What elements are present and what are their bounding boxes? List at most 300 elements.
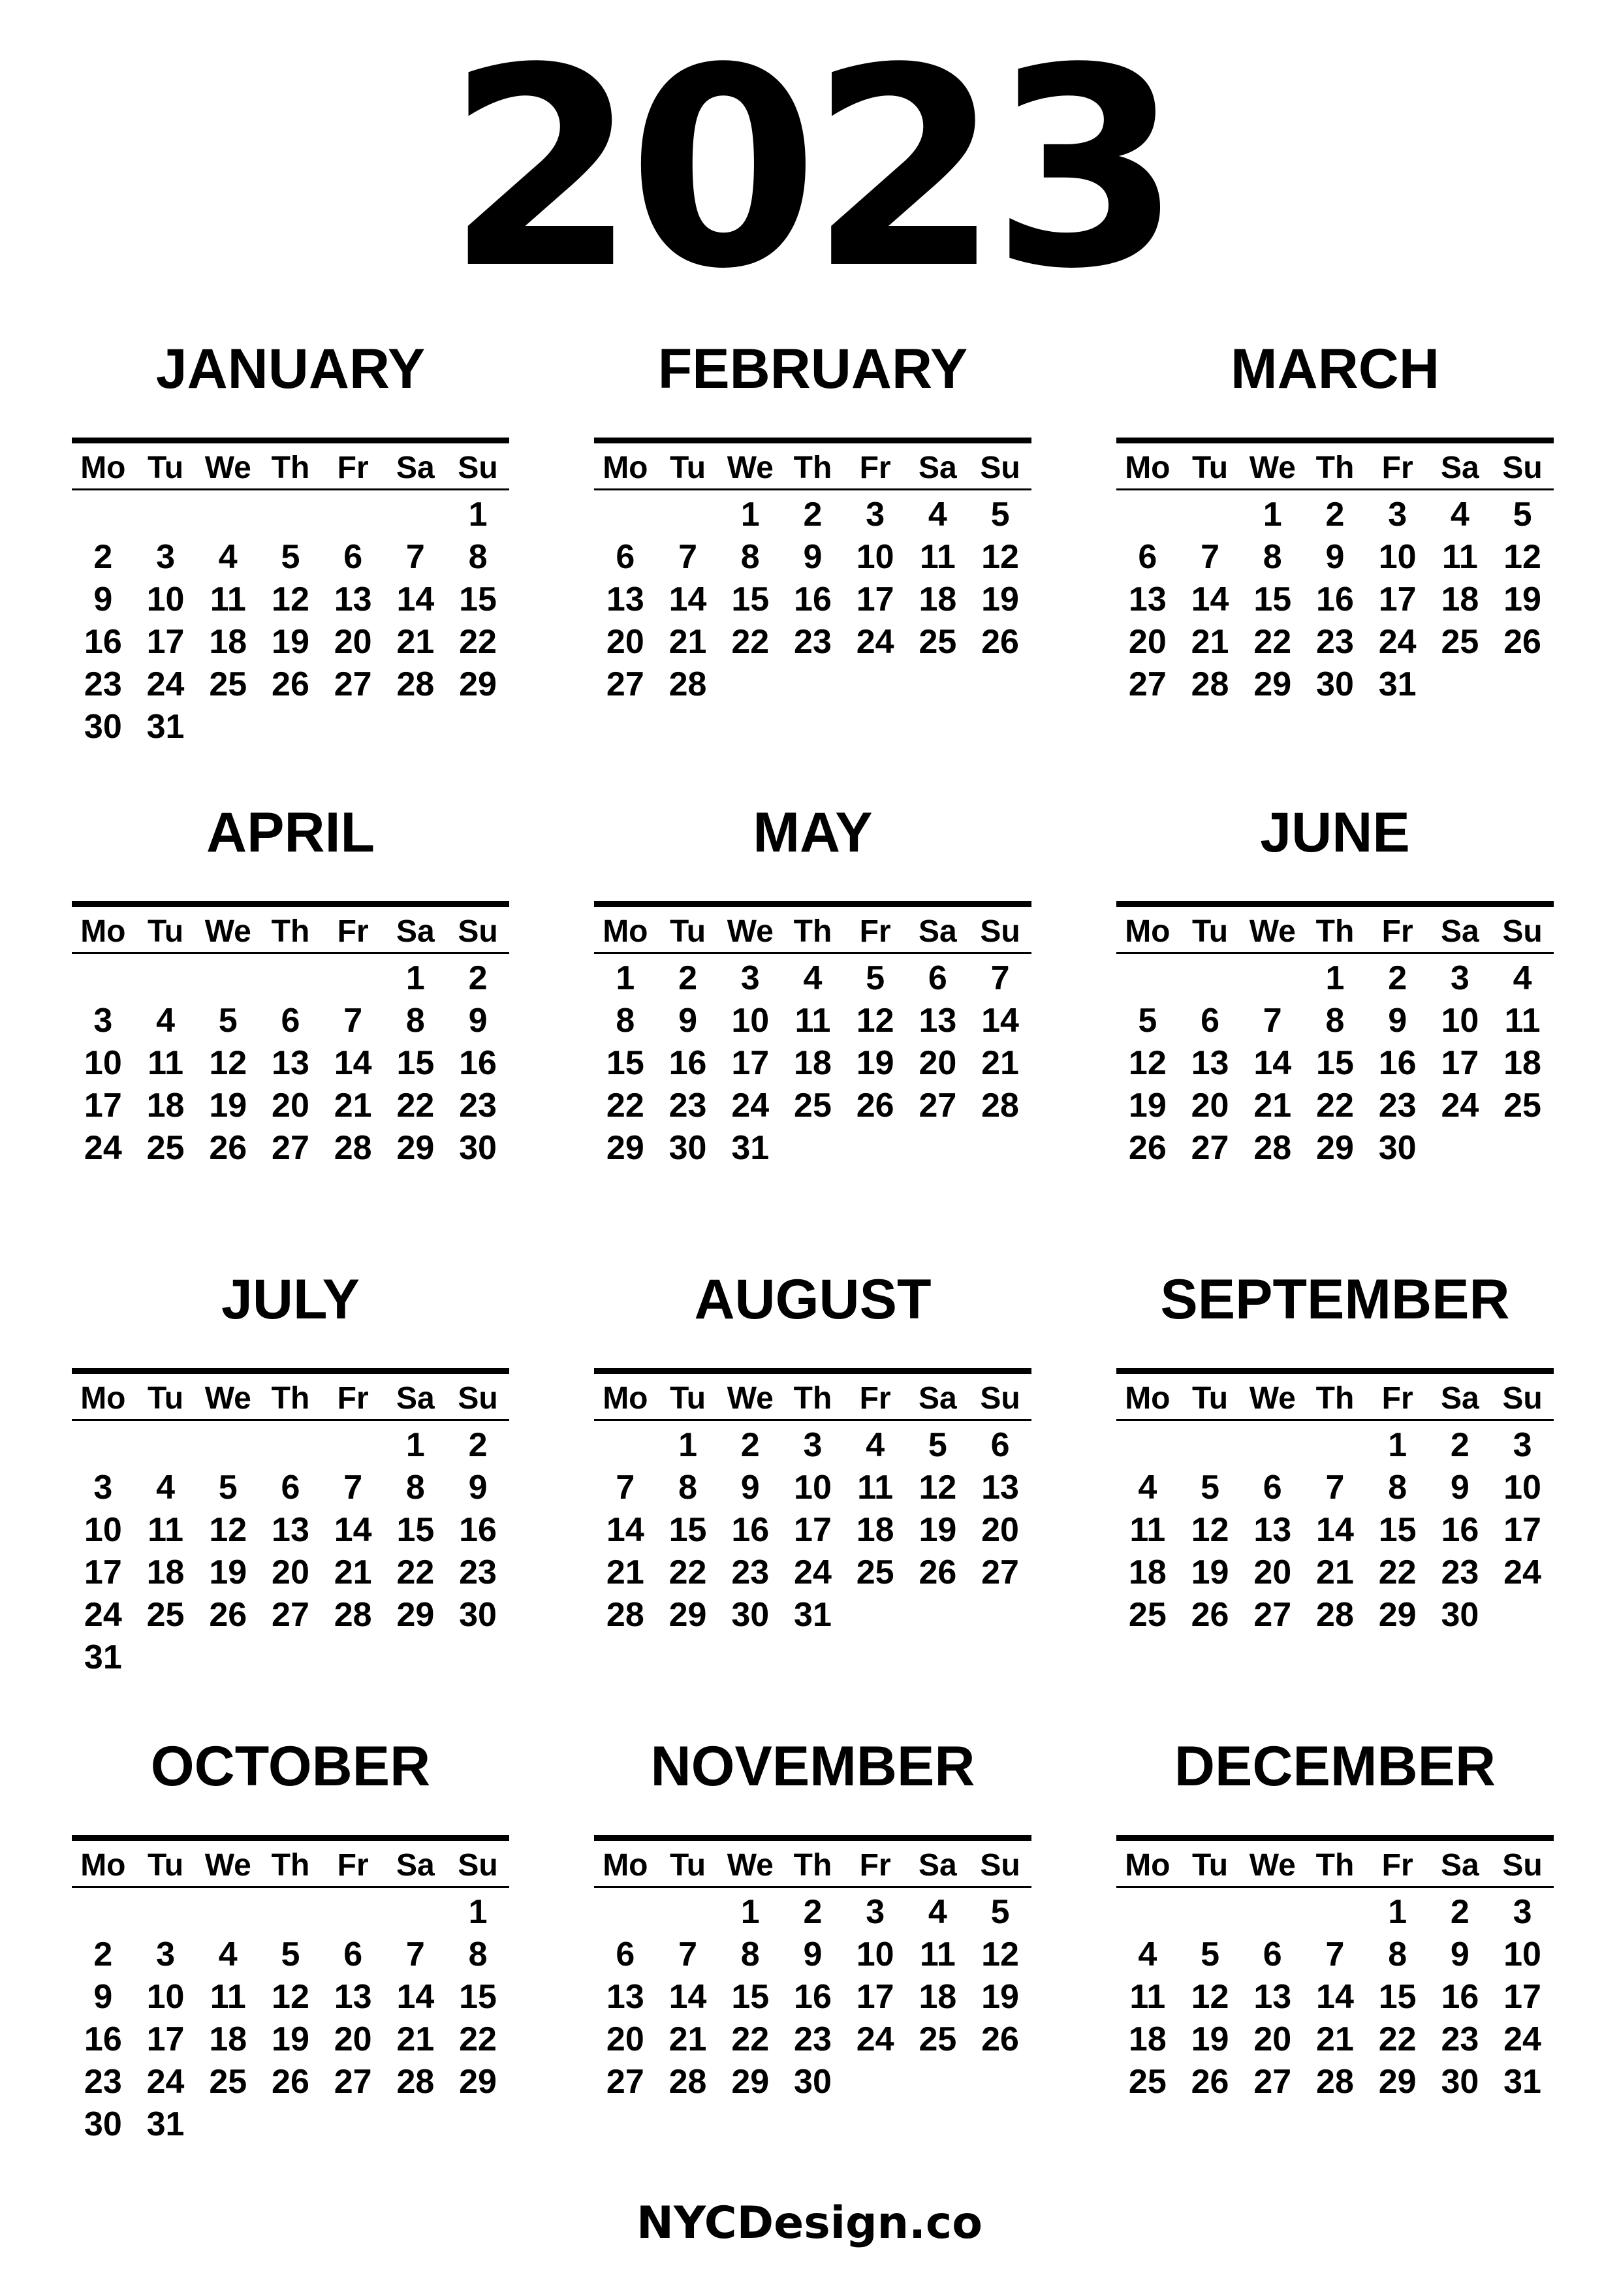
empty-day-cell bbox=[196, 1636, 259, 1679]
week-row bbox=[72, 957, 509, 1000]
day-cell: 3 bbox=[93, 1002, 113, 1040]
day-cell: 2 bbox=[1325, 496, 1345, 534]
day-cell: 23 bbox=[1441, 2020, 1479, 2058]
day-cell: 8 bbox=[678, 1469, 698, 1507]
day-cell: 26 bbox=[981, 623, 1019, 661]
day-cell: 4 bbox=[156, 1002, 176, 1040]
day-cell: 19 bbox=[209, 1087, 247, 1124]
day-cell: 8 bbox=[1325, 1002, 1345, 1040]
day-cell: 11 bbox=[148, 1044, 184, 1082]
day-cell: 20 bbox=[272, 1087, 309, 1124]
empty-day-cell bbox=[259, 1424, 322, 1467]
weekday-header bbox=[72, 912, 509, 954]
empty-day-cell bbox=[844, 1594, 907, 1636]
empty-day-cell bbox=[1491, 1594, 1554, 1636]
month-days bbox=[1116, 1891, 1554, 2103]
day-cell: 18 bbox=[209, 623, 247, 661]
week-row bbox=[72, 494, 509, 536]
day-cell: 22 bbox=[606, 1087, 644, 1124]
day-cell: 23 bbox=[1441, 1554, 1479, 1591]
day-cell: 16 bbox=[1441, 1978, 1479, 2016]
week-row bbox=[72, 663, 509, 706]
day-cell: 9 bbox=[803, 1936, 823, 1973]
months-grid bbox=[72, 0, 1554, 2296]
day-cell: 10 bbox=[1503, 1936, 1541, 1973]
day-cell: 9 bbox=[740, 1469, 760, 1507]
day-cell: 17 bbox=[1503, 1511, 1541, 1549]
day-cell: 9 bbox=[803, 538, 823, 576]
day-cell: 24 bbox=[1503, 1554, 1541, 1591]
empty-day-cell bbox=[322, 2103, 385, 2146]
day-cell: 15 bbox=[1316, 1044, 1354, 1082]
day-cell: 8 bbox=[740, 1936, 760, 1973]
month-name: FEBRUARY bbox=[657, 338, 968, 400]
month-name: MARCH bbox=[1230, 338, 1440, 400]
weekday-label: Su bbox=[458, 1381, 498, 1416]
month-days bbox=[1116, 494, 1554, 706]
day-cell: 20 bbox=[1191, 1087, 1229, 1124]
empty-day-cell bbox=[844, 2061, 907, 2103]
day-cell: 6 bbox=[343, 1936, 363, 1973]
weekday-header bbox=[1116, 448, 1554, 490]
month-divider bbox=[72, 438, 509, 443]
day-cell: 24 bbox=[1378, 623, 1417, 661]
day-cell: 7 bbox=[343, 1002, 363, 1040]
day-cell: 29 bbox=[1378, 2063, 1417, 2101]
week-row bbox=[72, 1934, 509, 1976]
day-cell: 31 bbox=[1378, 665, 1417, 703]
empty-day-cell bbox=[322, 706, 385, 748]
day-cell: 3 bbox=[866, 1893, 885, 1931]
weekday-label: Mo bbox=[80, 914, 126, 949]
empty-day-cell bbox=[259, 1891, 322, 1934]
empty-day-cell bbox=[259, 957, 322, 1000]
day-cell: 16 bbox=[1316, 581, 1354, 618]
day-cell: 20 bbox=[334, 2020, 372, 2058]
day-cell: 16 bbox=[459, 1044, 497, 1082]
week-row bbox=[72, 2018, 509, 2061]
day-cell: 28 bbox=[1253, 1129, 1292, 1167]
day-cell: 1 bbox=[405, 1426, 425, 1464]
week-row bbox=[594, 2061, 1031, 2103]
month-divider bbox=[1116, 901, 1554, 907]
day-cell: 1 bbox=[468, 496, 488, 534]
empty-day-cell bbox=[72, 957, 134, 1000]
day-cell: 28 bbox=[1316, 1596, 1354, 1634]
day-cell: 14 bbox=[981, 1002, 1019, 1040]
empty-day-cell bbox=[719, 663, 781, 706]
weekday-label: Tu bbox=[670, 451, 706, 485]
weekday-label: Mo bbox=[1125, 451, 1171, 485]
day-cell: 29 bbox=[396, 1129, 435, 1167]
day-cell: 17 bbox=[1441, 1044, 1479, 1082]
week-row bbox=[594, 1085, 1031, 1127]
weekday-label: Mo bbox=[603, 914, 648, 949]
day-cell: 2 bbox=[803, 496, 823, 534]
day-cell: 9 bbox=[93, 1978, 113, 2016]
day-cell: 15 bbox=[1378, 1511, 1417, 1549]
day-cell: 19 bbox=[1503, 581, 1541, 618]
week-row bbox=[1116, 1424, 1554, 1467]
day-cell: 8 bbox=[1263, 538, 1282, 576]
weekday-label: Su bbox=[980, 1381, 1020, 1416]
day-cell: 17 bbox=[856, 581, 894, 618]
weekday-label: Sa bbox=[1441, 1848, 1479, 1883]
weekday-label: Sa bbox=[919, 1848, 957, 1883]
day-cell: 8 bbox=[1388, 1469, 1407, 1507]
empty-day-cell bbox=[72, 1891, 134, 1934]
day-cell: 20 bbox=[1253, 1554, 1292, 1591]
week-row bbox=[72, 1636, 509, 1679]
day-cell: 9 bbox=[1325, 538, 1345, 576]
weekday-label: Tu bbox=[1192, 451, 1229, 485]
week-row bbox=[594, 536, 1031, 579]
day-cell: 21 bbox=[668, 2020, 707, 2058]
day-cell: 22 bbox=[1316, 1087, 1354, 1124]
weekday-label: Fr bbox=[337, 451, 369, 485]
day-cell: 24 bbox=[146, 665, 185, 703]
day-cell: 15 bbox=[668, 1511, 707, 1549]
week-row bbox=[72, 1127, 509, 1170]
day-cell: 27 bbox=[1253, 1596, 1292, 1634]
week-row bbox=[1116, 1085, 1554, 1127]
empty-day-cell bbox=[322, 957, 385, 1000]
day-cell: 26 bbox=[1191, 1596, 1229, 1634]
week-row bbox=[594, 579, 1031, 621]
weekday-label: Tu bbox=[148, 451, 184, 485]
empty-day-cell bbox=[1241, 1891, 1304, 1934]
day-cell: 21 bbox=[981, 1044, 1019, 1082]
empty-day-cell bbox=[1116, 1891, 1179, 1934]
day-cell: 23 bbox=[1378, 1087, 1417, 1124]
day-cell: 27 bbox=[334, 665, 372, 703]
weekday-label: Su bbox=[980, 914, 1020, 949]
day-cell: 18 bbox=[146, 1554, 185, 1591]
day-cell: 16 bbox=[1378, 1044, 1417, 1082]
week-row bbox=[72, 1000, 509, 1042]
day-cell: 18 bbox=[1128, 2020, 1167, 2058]
empty-day-cell bbox=[259, 2103, 322, 2146]
day-cell: 11 bbox=[1129, 1511, 1166, 1549]
weekday-label: We bbox=[204, 1848, 251, 1883]
day-cell: 1 bbox=[678, 1426, 698, 1464]
weekday-label: Mo bbox=[1125, 1381, 1171, 1416]
day-cell: 14 bbox=[668, 581, 707, 618]
week-row bbox=[1116, 1467, 1554, 1509]
day-cell: 31 bbox=[146, 2105, 185, 2143]
day-cell: 30 bbox=[459, 1129, 497, 1167]
day-cell: 26 bbox=[209, 1129, 247, 1167]
day-cell: 23 bbox=[794, 2020, 832, 2058]
weekday-label: We bbox=[204, 451, 251, 485]
day-cell: 2 bbox=[678, 959, 698, 997]
month-name: JANUARY bbox=[155, 338, 426, 400]
day-cell: 9 bbox=[1388, 1002, 1407, 1040]
day-cell: 10 bbox=[84, 1511, 122, 1549]
week-row bbox=[72, 536, 509, 579]
weekday-label: Sa bbox=[1441, 451, 1479, 485]
day-cell: 26 bbox=[272, 2063, 309, 2101]
day-cell: 11 bbox=[1504, 1002, 1541, 1040]
month-name: AUGUST bbox=[694, 1268, 932, 1331]
month-days bbox=[72, 957, 509, 1170]
day-cell: 15 bbox=[1253, 581, 1292, 618]
weekday-label: We bbox=[1249, 914, 1296, 949]
day-cell: 14 bbox=[334, 1511, 372, 1549]
day-cell: 15 bbox=[731, 1978, 770, 2016]
week-row bbox=[1116, 1000, 1554, 1042]
day-cell: 12 bbox=[981, 1936, 1019, 1973]
month-name: DECEMBER bbox=[1174, 1735, 1496, 1798]
day-cell: 23 bbox=[1316, 623, 1354, 661]
day-cell: 30 bbox=[731, 1596, 770, 1634]
empty-day-cell bbox=[1116, 494, 1179, 536]
day-cell: 29 bbox=[1253, 665, 1292, 703]
day-cell: 13 bbox=[334, 1978, 372, 2016]
weekday-header bbox=[594, 448, 1031, 490]
day-cell: 27 bbox=[606, 665, 644, 703]
day-cell: 6 bbox=[1263, 1936, 1282, 1973]
day-cell: 29 bbox=[459, 2063, 497, 2101]
week-row bbox=[594, 1127, 1031, 1170]
day-cell: 6 bbox=[990, 1426, 1010, 1464]
day-cell: 7 bbox=[616, 1469, 635, 1507]
day-cell: 17 bbox=[84, 1087, 122, 1124]
day-cell: 20 bbox=[919, 1044, 957, 1082]
day-cell: 14 bbox=[1191, 581, 1229, 618]
day-cell: 2 bbox=[1388, 959, 1407, 997]
day-cell: 18 bbox=[919, 581, 957, 618]
weekday-label: We bbox=[1249, 451, 1296, 485]
month-divider bbox=[1116, 438, 1554, 443]
day-cell: 15 bbox=[396, 1044, 435, 1082]
day-cell: 21 bbox=[396, 623, 435, 661]
day-cell: 7 bbox=[343, 1469, 363, 1507]
footer-brand: NYCDesign.co bbox=[637, 2197, 982, 2249]
day-cell: 20 bbox=[272, 1554, 309, 1591]
day-cell: 2 bbox=[1450, 1426, 1470, 1464]
day-cell: 19 bbox=[981, 581, 1019, 618]
weekday-label: We bbox=[727, 914, 774, 949]
day-cell: 6 bbox=[1263, 1469, 1282, 1507]
day-cell: 16 bbox=[794, 581, 832, 618]
day-cell: 28 bbox=[396, 665, 435, 703]
week-row bbox=[594, 1594, 1031, 1636]
week-row bbox=[594, 1976, 1031, 2018]
day-cell: 5 bbox=[218, 1469, 238, 1507]
day-cell: 13 bbox=[981, 1469, 1019, 1507]
weekday-label: Fr bbox=[1381, 1848, 1413, 1883]
empty-day-cell bbox=[447, 706, 509, 748]
day-cell: 21 bbox=[334, 1087, 372, 1124]
day-cell: 24 bbox=[856, 623, 894, 661]
week-row bbox=[72, 1976, 509, 2018]
weekday-label: Th bbox=[1315, 1848, 1355, 1883]
day-cell: 20 bbox=[606, 2020, 644, 2058]
month-divider bbox=[72, 901, 509, 907]
weekday-label: Tu bbox=[670, 914, 706, 949]
day-cell: 19 bbox=[919, 1511, 957, 1549]
weekday-label: Sa bbox=[1441, 914, 1479, 949]
empty-day-cell bbox=[969, 663, 1031, 706]
day-cell: 1 bbox=[616, 959, 635, 997]
day-cell: 25 bbox=[919, 623, 957, 661]
empty-day-cell bbox=[1304, 1424, 1366, 1467]
empty-day-cell bbox=[259, 1636, 322, 1679]
day-cell: 16 bbox=[668, 1044, 707, 1082]
week-row bbox=[1116, 1509, 1554, 1552]
day-cell: 28 bbox=[668, 665, 707, 703]
day-cell: 24 bbox=[84, 1129, 122, 1167]
day-cell: 29 bbox=[1316, 1129, 1354, 1167]
day-cell: 23 bbox=[84, 2063, 122, 2101]
weekday-label: Th bbox=[1315, 914, 1355, 949]
empty-day-cell bbox=[969, 1127, 1031, 1170]
day-cell: 11 bbox=[919, 538, 956, 576]
empty-day-cell bbox=[969, 1594, 1031, 1636]
weekday-label: We bbox=[727, 1381, 774, 1416]
day-cell: 18 bbox=[794, 1044, 832, 1082]
day-cell: 24 bbox=[731, 1087, 770, 1124]
week-row bbox=[594, 1934, 1031, 1976]
day-cell: 25 bbox=[1128, 2063, 1167, 2101]
empty-day-cell bbox=[385, 706, 447, 748]
day-cell: 22 bbox=[396, 1087, 435, 1124]
day-cell: 13 bbox=[1128, 581, 1167, 618]
empty-day-cell bbox=[1179, 494, 1242, 536]
empty-day-cell bbox=[322, 1891, 385, 1934]
day-cell: 18 bbox=[146, 1087, 185, 1124]
empty-day-cell bbox=[844, 1127, 907, 1170]
day-cell: 3 bbox=[93, 1469, 113, 1507]
day-cell: 12 bbox=[272, 1978, 309, 2016]
day-cell: 28 bbox=[1191, 665, 1229, 703]
day-cell: 26 bbox=[1128, 1129, 1167, 1167]
day-cell: 11 bbox=[210, 1978, 246, 2016]
month-divider bbox=[594, 438, 1031, 443]
day-cell: 23 bbox=[731, 1554, 770, 1591]
day-cell: 6 bbox=[1138, 538, 1157, 576]
week-row bbox=[1116, 536, 1554, 579]
weekday-label: Su bbox=[980, 451, 1020, 485]
weekday-label: Sa bbox=[919, 1381, 957, 1416]
weekday-label: Tu bbox=[670, 1848, 706, 1883]
empty-day-cell bbox=[969, 2061, 1031, 2103]
day-cell: 30 bbox=[84, 2105, 122, 2143]
day-cell: 29 bbox=[731, 2063, 770, 2101]
day-cell: 23 bbox=[668, 1087, 707, 1124]
month-days bbox=[594, 494, 1031, 706]
day-cell: 7 bbox=[1325, 1936, 1345, 1973]
day-cell: 6 bbox=[616, 1936, 635, 1973]
day-cell: 30 bbox=[459, 1596, 497, 1634]
week-row bbox=[1116, 1891, 1554, 1934]
day-cell: 7 bbox=[1263, 1002, 1282, 1040]
week-row bbox=[72, 706, 509, 748]
empty-day-cell bbox=[322, 494, 385, 536]
day-cell: 18 bbox=[1128, 1554, 1167, 1591]
day-cell: 22 bbox=[459, 623, 497, 661]
empty-day-cell bbox=[322, 1424, 385, 1467]
day-cell: 25 bbox=[856, 1554, 894, 1591]
day-cell: 21 bbox=[606, 1554, 644, 1591]
month-name: SEPTEMBER bbox=[1160, 1268, 1510, 1331]
week-row bbox=[1116, 1594, 1554, 1636]
day-cell: 31 bbox=[794, 1596, 832, 1634]
day-cell: 14 bbox=[1316, 1511, 1354, 1549]
week-row bbox=[1116, 1976, 1554, 2018]
week-row bbox=[72, 1594, 509, 1636]
weekday-label: Su bbox=[1502, 1381, 1543, 1416]
month-days bbox=[72, 1891, 509, 2146]
empty-day-cell bbox=[907, 663, 969, 706]
week-row bbox=[1116, 2061, 1554, 2103]
week-row bbox=[594, 1000, 1031, 1042]
day-cell: 8 bbox=[468, 1936, 488, 1973]
day-cell: 25 bbox=[919, 2020, 957, 2058]
week-row bbox=[1116, 1552, 1554, 1594]
empty-day-cell bbox=[196, 706, 259, 748]
day-cell: 9 bbox=[1450, 1469, 1470, 1507]
day-cell: 25 bbox=[209, 665, 247, 703]
day-cell: 9 bbox=[468, 1002, 488, 1040]
weekday-label: We bbox=[727, 1848, 774, 1883]
day-cell: 24 bbox=[146, 2063, 185, 2101]
day-cell: 4 bbox=[1450, 496, 1470, 534]
weekday-label: Tu bbox=[1192, 1381, 1229, 1416]
day-cell: 29 bbox=[396, 1596, 435, 1634]
weekday-label: We bbox=[1249, 1848, 1296, 1883]
month-divider bbox=[72, 1368, 509, 1374]
day-cell: 5 bbox=[928, 1426, 947, 1464]
day-cell: 19 bbox=[1128, 1087, 1167, 1124]
day-cell: 6 bbox=[343, 538, 363, 576]
day-cell: 5 bbox=[866, 959, 885, 997]
month-name: JULY bbox=[221, 1268, 360, 1331]
day-cell: 11 bbox=[794, 1002, 831, 1040]
day-cell: 22 bbox=[731, 2020, 770, 2058]
day-cell: 22 bbox=[396, 1554, 435, 1591]
day-cell: 21 bbox=[1253, 1087, 1292, 1124]
day-cell: 31 bbox=[731, 1129, 770, 1167]
weekday-header bbox=[1116, 1845, 1554, 1888]
day-cell: 9 bbox=[678, 1002, 698, 1040]
day-cell: 15 bbox=[1378, 1978, 1417, 2016]
day-cell: 12 bbox=[209, 1511, 247, 1549]
day-cell: 10 bbox=[731, 1002, 770, 1040]
month-name: MAY bbox=[753, 801, 873, 864]
weekday-label: Th bbox=[793, 1381, 832, 1416]
day-cell: 4 bbox=[803, 959, 823, 997]
month-divider bbox=[594, 901, 1031, 907]
weekday-label: We bbox=[727, 451, 774, 485]
weekday-label: Mo bbox=[80, 1381, 126, 1416]
day-cell: 24 bbox=[84, 1596, 122, 1634]
day-cell: 1 bbox=[405, 959, 425, 997]
weekday-header bbox=[594, 912, 1031, 954]
empty-day-cell bbox=[259, 706, 322, 748]
empty-day-cell bbox=[1116, 957, 1179, 1000]
day-cell: 31 bbox=[84, 1638, 122, 1676]
empty-day-cell bbox=[657, 1891, 719, 1934]
week-row bbox=[594, 1552, 1031, 1594]
day-cell: 10 bbox=[1503, 1469, 1541, 1507]
day-cell: 7 bbox=[405, 538, 425, 576]
day-cell: 17 bbox=[794, 1511, 832, 1549]
week-row bbox=[594, 1042, 1031, 1085]
day-cell: 12 bbox=[856, 1002, 894, 1040]
weekday-label: Tu bbox=[148, 914, 184, 949]
